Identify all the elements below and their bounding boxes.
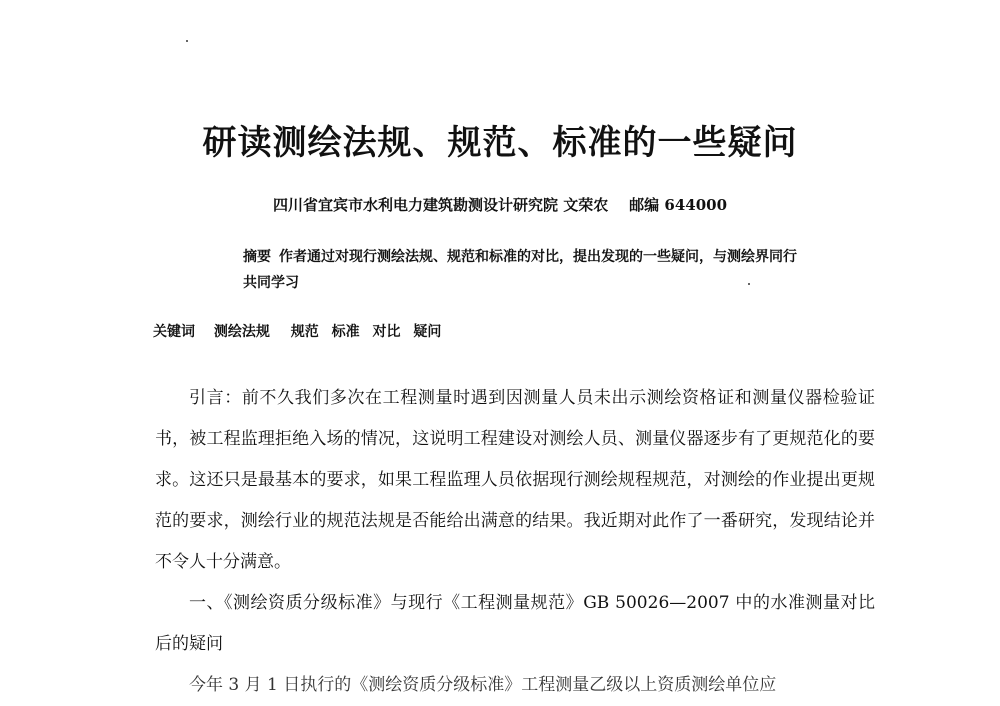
- paper-title: 研读测绘法规、规范、标准的一些疑问: [202, 123, 798, 163]
- abstract-label: 摘要: [243, 249, 271, 265]
- keyword-item: 对比: [372, 324, 401, 340]
- abstract-block: [243, 244, 803, 296]
- keyword-item: 疑问: [413, 324, 442, 340]
- partial-paragraph: 今年 3 月 1 日执行的《测绘资质分级标准》工程测量乙级以上资质测绘单位应: [189, 675, 777, 695]
- keywords-label: 关键词: [153, 324, 195, 340]
- postcode: 644000: [664, 196, 728, 214]
- abstract-text: 作者通过对现行测绘法规、规范和标准的对比，提出发现的一些疑问，与测绘界同行共同学习: [243, 249, 797, 291]
- postcode-label: 邮编: [629, 196, 660, 214]
- keyword-item: 规范: [290, 324, 319, 340]
- institute-name: 四川省宜宾市水利电力建筑勘测设计研究院: [272, 196, 558, 214]
- intro-paragraph: 引言：前不久我们多次在工程测量时遇到因测量人员未出示测绘资格证和测量仪器检验证书，被工程监理拒绝入场的情况，这说明工程建设对测绘人员、测量仪器逐步有了更规范化的要求。这还只是最基本的要求，如果工程监理人员依据现行测绘规程规范，对测绘的作业提出更规范的要求，测绘行业的规范法规是否能给出满意的结果。我近期对此作了一番研究，发现结论并不令人十分满意。: [155, 388, 875, 572]
- body-text: [155, 378, 875, 706]
- keyword-item: 标准: [331, 324, 360, 340]
- keyword-item: 测绘法规: [213, 324, 270, 340]
- scan-speck: [186, 40, 188, 42]
- author-name: 文荣农: [563, 196, 609, 214]
- section-heading: 一、《测绘资质分级标准》与现行《工程测量规范》GB 50026—2007 中的水准测量对比后的疑问: [155, 593, 875, 654]
- affiliation-line: [0, 193, 1000, 217]
- keywords-block: [153, 320, 853, 344]
